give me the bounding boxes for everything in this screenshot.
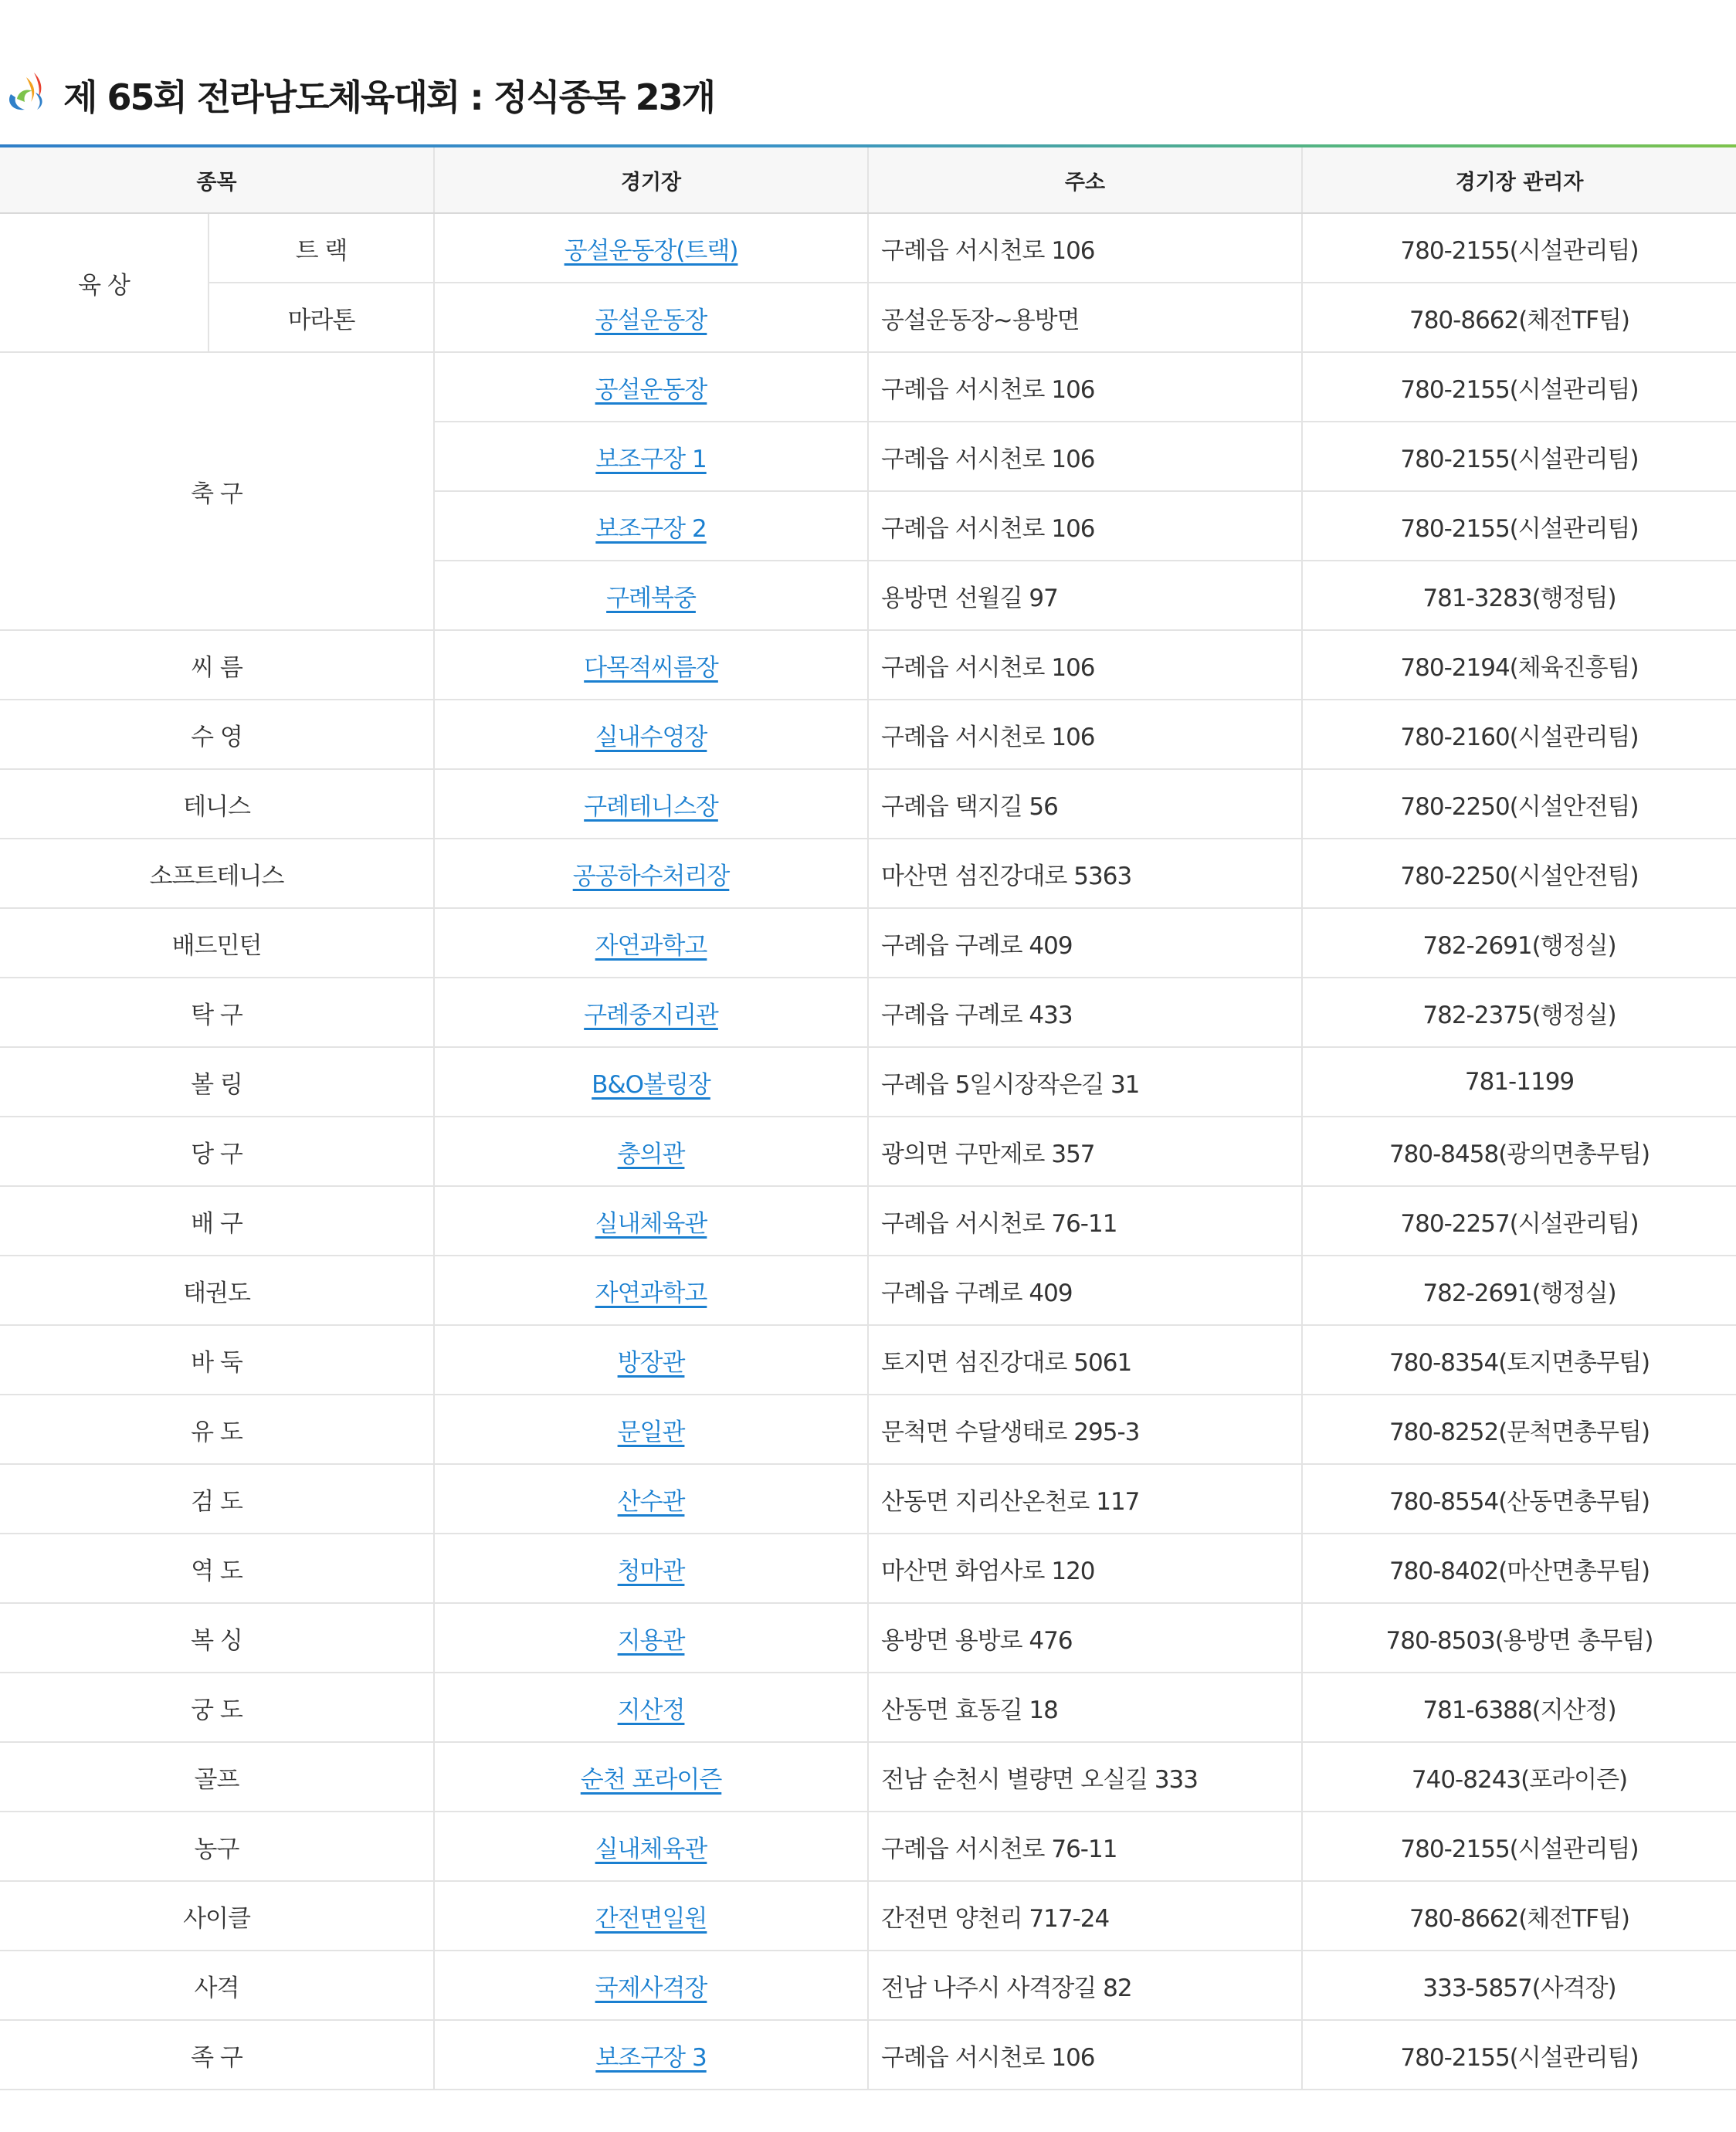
venue-cell [434,978,868,1047]
manager-cell: 780-8662(체전TF팀) [1302,283,1736,352]
sport-cell: 테니스 [0,769,434,839]
manager-cell: 780-8554(산동면총무팀) [1302,1464,1736,1534]
manager-cell: 780-2155(시설관리팀) [1302,422,1736,491]
venue-cell [434,1256,868,1325]
venue-cell [434,630,868,700]
address-cell: 구례읍 서시천로 76-11 [868,1186,1302,1256]
venue-link[interactable]: 국제사격장 [595,1974,707,2002]
manager-cell: 333-5857(사격장) [1302,1951,1736,2020]
venue-cell [434,1881,868,1951]
manager-cell: 781-6388(지산정) [1302,1673,1736,1742]
sport-cell: 농구 [0,1812,434,1881]
table-row [0,1881,1736,1951]
address-cell: 구례읍 서시천로 106 [868,491,1302,561]
manager-cell: 780-2155(시설관리팀) [1302,213,1736,283]
venue-link[interactable]: 보조구장 3 [595,2043,707,2072]
venue-cell [434,1951,868,2020]
page-header [0,60,1736,122]
table-row [0,1256,1736,1325]
venue-cell [434,839,868,908]
manager-cell: 780-8458(광의면총무팀) [1302,1117,1736,1186]
venue-link[interactable]: 지산정 [617,1696,685,1724]
address-cell: 전남 나주시 사격장길 82 [868,1951,1302,2020]
address-cell: 간전면 양천리 717-24 [868,1881,1302,1951]
venue-link[interactable]: 자연과학고 [595,931,707,960]
table-row [0,1186,1736,1256]
table-row [0,1603,1736,1673]
venue-link[interactable]: 자연과학고 [595,1279,707,1307]
table-row [0,630,1736,700]
venue-cell [434,1812,868,1881]
venue-cell [434,561,868,630]
venue-cell [434,1047,868,1117]
address-cell: 용방면 용방로 476 [868,1603,1302,1673]
sport-cell: 소프트테니스 [0,839,434,908]
venue-cell [434,908,868,978]
sport-cell: 사이클 [0,1881,434,1951]
venue-link[interactable]: 지용관 [617,1626,685,1655]
venue-cell [434,700,868,769]
manager-cell: 780-2155(시설관리팀) [1302,352,1736,422]
venue-link[interactable]: 실내체육관 [595,1835,707,1863]
venue-cell [434,1534,868,1603]
manager-cell: 780-2155(시설관리팀) [1302,1812,1736,1881]
sport-cell: 배 구 [0,1186,434,1256]
manager-cell: 781-3283(행정팀) [1302,561,1736,630]
address-cell: 구례읍 구례로 409 [868,908,1302,978]
address-cell: 토지면 섬진강대로 5061 [868,1325,1302,1395]
table-row [0,1534,1736,1603]
table-row [0,1047,1736,1117]
sport-cell: 볼 링 [0,1047,434,1117]
address-cell: 공설운동장~용방면 [868,283,1302,352]
table-row [0,1742,1736,1812]
sport-cell: 태권도 [0,1256,434,1325]
venue-cell [434,1673,868,1742]
address-cell: 산동면 지리산온천로 117 [868,1464,1302,1534]
sport-cell: 축 구 [0,352,434,630]
venue-link[interactable]: 순천 포라이즌 [580,1765,722,1794]
table-row [0,1951,1736,2020]
table-row [0,1395,1736,1464]
sport-cell: 수 영 [0,700,434,769]
venue-cell [434,283,868,352]
venue-link[interactable]: 문일관 [617,1418,685,1446]
address-cell: 광의면 구만제로 357 [868,1117,1302,1186]
manager-cell: 780-2155(시설관리팀) [1302,491,1736,561]
address-cell: 마산면 섬진강대로 5363 [868,839,1302,908]
manager-cell: 780-2257(시설관리팀) [1302,1186,1736,1256]
manager-cell: 780-2250(시설안전팀) [1302,769,1736,839]
venue-cell [434,352,868,422]
venue-link[interactable]: 실내체육관 [595,1209,707,1238]
manager-cell: 782-2375(행정실) [1302,978,1736,1047]
table-row [0,908,1736,978]
address-cell: 구례읍 서시천로 106 [868,2020,1302,2090]
address-cell: 문척면 수달생태로 295-3 [868,1395,1302,1464]
table-row [0,213,1736,283]
header-address: 주소 [868,147,1302,213]
venue-link[interactable]: 보조구장 2 [595,514,707,543]
address-cell: 구례읍 5일시장작은길 31 [868,1047,1302,1117]
address-cell: 마산면 화엄사로 120 [868,1534,1302,1603]
header-venue: 경기장 [434,147,868,213]
sport-cell: 사격 [0,1951,434,2020]
venue-cell [434,1325,868,1395]
sport-cell: 바 둑 [0,1325,434,1395]
table-row [0,1812,1736,1881]
table-row [0,1325,1736,1395]
manager-cell: 780-8252(문척면총무팀) [1302,1395,1736,1464]
address-cell: 구례읍 서시천로 106 [868,422,1302,491]
header-sport: 종목 [0,147,434,213]
manager-cell: 780-2250(시설안전팀) [1302,839,1736,908]
venue-link[interactable]: 구례북중 [606,584,696,612]
manager-cell: 780-2155(시설관리팀) [1302,2020,1736,2090]
table-row [0,978,1736,1047]
venue-cell [434,1395,868,1464]
venue-cell [434,491,868,561]
address-cell: 구례읍 서시천로 106 [868,213,1302,283]
address-cell: 구례읍 서시천로 106 [868,700,1302,769]
manager-cell: 780-8503(용방면 총무팀) [1302,1603,1736,1673]
manager-cell: 740-8243(포라이즌) [1302,1742,1736,1812]
table-row [0,1673,1736,1742]
venue-cell [434,1186,868,1256]
sport-cell: 골프 [0,1742,434,1812]
venue-link[interactable]: 실내수영장 [595,723,707,751]
venue-link[interactable]: 산수관 [617,1487,685,1516]
sport-cell: 유 도 [0,1395,434,1464]
address-cell: 산동면 효동길 18 [868,1673,1302,1742]
manager-cell: 780-8402(마산면총무팀) [1302,1534,1736,1603]
address-cell: 구례읍 택지길 56 [868,769,1302,839]
address-cell: 구례읍 구례로 409 [868,1256,1302,1325]
sport-cell: 배드민턴 [0,908,434,978]
venue-link[interactable]: 구례중지리관 [584,1001,718,1029]
venue-link[interactable]: 구례테니스장 [584,792,718,821]
venue-link[interactable]: 공설운동장 [595,375,707,404]
venue-link[interactable]: 공공하수처리장 [572,862,730,890]
manager-cell: 781-1199 [1302,1047,1736,1117]
table-row [0,700,1736,769]
sport-cell: 역 도 [0,1534,434,1603]
manager-cell: 780-8662(체전TF팀) [1302,1881,1736,1951]
address-cell: 전남 순천시 별량면 오실길 333 [868,1742,1302,1812]
sport-cell: 탁 구 [0,978,434,1047]
table-row [0,283,1736,352]
venue-link[interactable]: 충의관 [617,1140,685,1168]
header-manager: 경기장 관리자 [1302,147,1736,213]
venue-table [0,147,1736,2090]
venue-link[interactable]: B&O볼링장 [592,1070,710,1099]
table-row [0,839,1736,908]
venue-link[interactable]: 간전면일원 [595,1904,707,1933]
sport-cell: 육 상 [0,213,209,352]
address-cell: 구례읍 구례로 433 [868,978,1302,1047]
venue-link[interactable]: 공설운동장(트랙) [564,236,738,265]
venue-cell [434,422,868,491]
sport-cell: 족 구 [0,2020,434,2090]
sport-cell: 검 도 [0,1464,434,1534]
venue-link[interactable]: 다목적씨름장 [584,653,718,682]
venue-cell [434,213,868,283]
sport-cell: 씨 름 [0,630,434,700]
address-cell: 구례읍 서시천로 106 [868,630,1302,700]
table-row [0,1117,1736,1186]
venue-cell [434,769,868,839]
venue-cell [434,1742,868,1812]
venue-link[interactable]: 보조구장 1 [595,445,707,473]
venue-cell [434,1464,868,1534]
venue-cell [434,1603,868,1673]
manager-cell: 780-2194(체육진흥팀) [1302,630,1736,700]
address-cell: 용방면 선월길 97 [868,561,1302,630]
venue-link[interactable]: 청마관 [617,1557,685,1585]
table-row [0,2020,1736,2090]
address-cell: 구례읍 서시천로 76-11 [868,1812,1302,1881]
table-row [0,1464,1736,1534]
address-cell: 구례읍 서시천로 106 [868,352,1302,422]
venue-cell [434,1117,868,1186]
flame-logo-icon [3,68,51,114]
sport-cell: 당 구 [0,1117,434,1186]
manager-cell: 782-2691(행정실) [1302,908,1736,978]
table-row [0,769,1736,839]
venue-link[interactable]: 방장관 [617,1348,685,1377]
venue-cell [434,2020,868,2090]
manager-cell: 780-2160(시설관리팀) [1302,700,1736,769]
table-row [0,352,1736,422]
sport-cell: 복 싱 [0,1603,434,1673]
sub-event-cell: 마라톤 [209,283,434,352]
table-header-row [0,147,1736,213]
venue-link[interactable]: 공설운동장 [595,306,707,334]
page-title: 제 65회 전라남도체육대회 : 정식종목 23개 [63,76,715,118]
manager-cell: 782-2691(행정실) [1302,1256,1736,1325]
sport-cell: 궁 도 [0,1673,434,1742]
manager-cell: 780-8354(토지면총무팀) [1302,1325,1736,1395]
sub-event-cell: 트 랙 [209,213,434,283]
